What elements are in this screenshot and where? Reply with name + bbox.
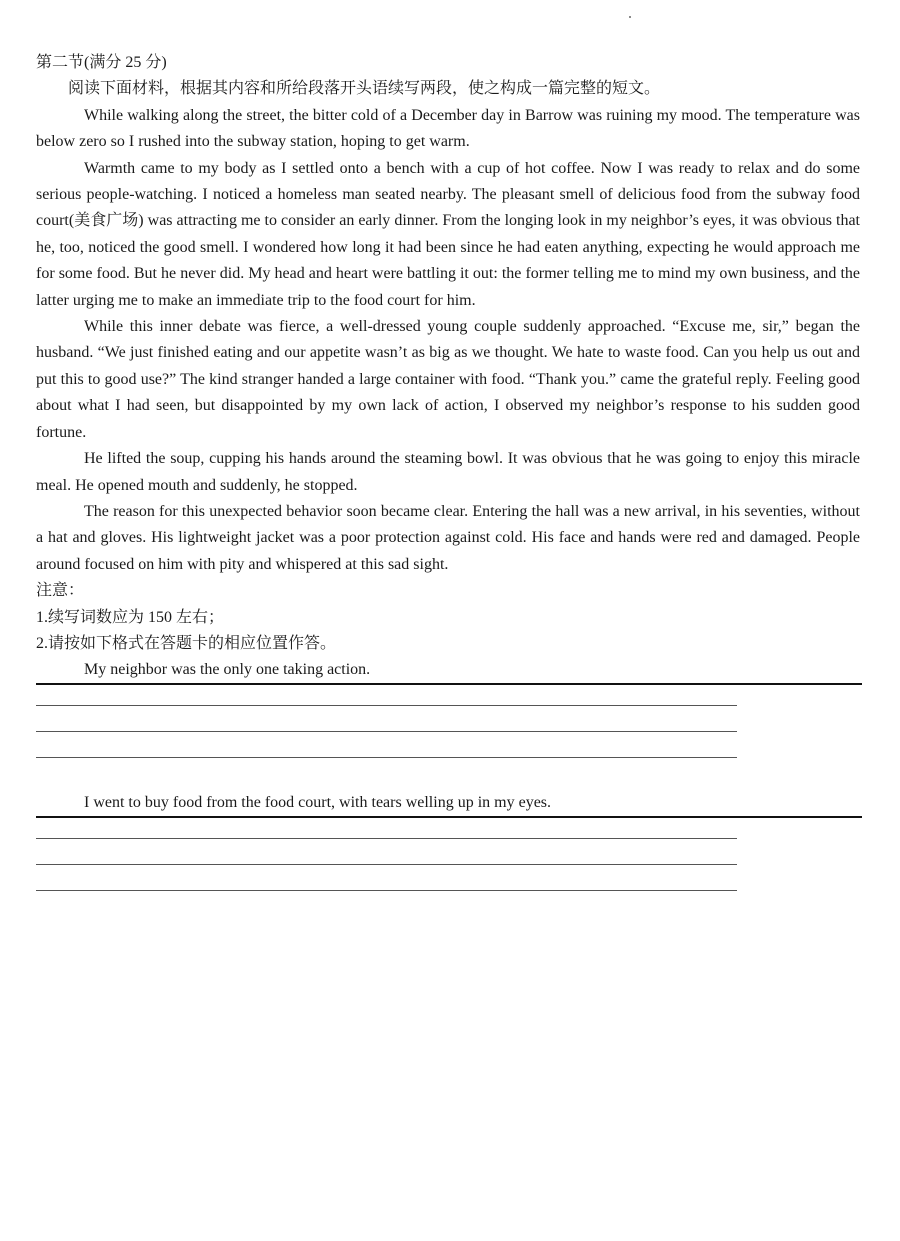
continuation-prompt-2: I went to buy food from the food court, with tears welling up in my eyes. <box>84 794 552 812</box>
section-gap <box>36 758 860 790</box>
passage-paragraph-5: The reason for this unexpected behavior soon became clear. Entering the hall was a new arrival, in his seventies, without a hat and gloves. His lightweight jacket was a poor protection against cold. His face and hands were red and damaged. People around focused on him with pity and whispered at this sad sight. <box>36 502 860 573</box>
passage-paragraph-2: Warmth came to my body as I settled onto a bench with a cup of hot coffee. Now I was ready to relax and do some serious people-watching. I noticed a homeless man seated nearby. The pleasant smell of delicious food from the subway food court(美食广场) was attracting me to consider an early dinner. From the longing look in my neighbor’s eyes, it was obvious that he, too, noticed the good smell. I wondered how long it had been since he had eaten anything, expecting he would approach me for some food. But he never did. My head and heart were battling it out: the former telling me to mind my own business, and the latter urging me to make an immediate trip to the food court for him. <box>36 159 860 309</box>
prompt-2-rule <box>36 816 862 818</box>
task-instruction: 阅读下面材料，根据其内容和所给段落开头语续写两段，使之构成一篇完整的短文。 <box>68 80 661 98</box>
answer-line <box>36 864 737 865</box>
answer-line <box>36 705 737 706</box>
passage-paragraph-1: While walking along the street, the bitter cold of a December day in Barrow was ruining my mood. The temperature was below zero so I rushed into the subway station, hoping to get warm. <box>36 106 860 151</box>
note-answer-format: 2.请按如下格式在答题卡的相应位置作答。 <box>36 634 337 652</box>
section-heading: 第二节(满分 25 分) <box>36 54 167 71</box>
answer-line <box>36 890 737 891</box>
note-word-count: 1.续写词数应为 150 左右； <box>36 608 225 626</box>
exam-page <box>36 50 860 891</box>
passage-paragraph-4: He lifted the soup, cupping his hands around the steaming bowl. It was obvious that he was going to enjoy this miracle meal. He opened mouth and suddenly, he stopped. <box>36 450 860 494</box>
answer-line <box>36 731 737 732</box>
prompt-1-rule <box>36 683 862 685</box>
notes-title: 注意： <box>36 582 85 600</box>
answer-area-2[interactable] <box>36 838 737 891</box>
answer-area-1[interactable] <box>36 705 737 758</box>
scan-speck <box>629 16 631 18</box>
answer-line <box>36 838 737 839</box>
passage-paragraph-3: While this inner debate was fierce, a well-dressed young couple suddenly approached. “Excuse me, sir,” began the husband. “We just finished eating and our appetite wasn’t as big as we thought. We hate to waste food. Can you help us out and put this to good use?” The kind stranger handed a large container with food. “Thank you.” came the grateful reply. Feeling good about what I had seen, but disappointed by my own lack of action, I observed my neighbor’s response to his sudden good fortune. <box>36 318 860 441</box>
continuation-prompt-1: My neighbor was the only one taking action. <box>84 661 371 679</box>
